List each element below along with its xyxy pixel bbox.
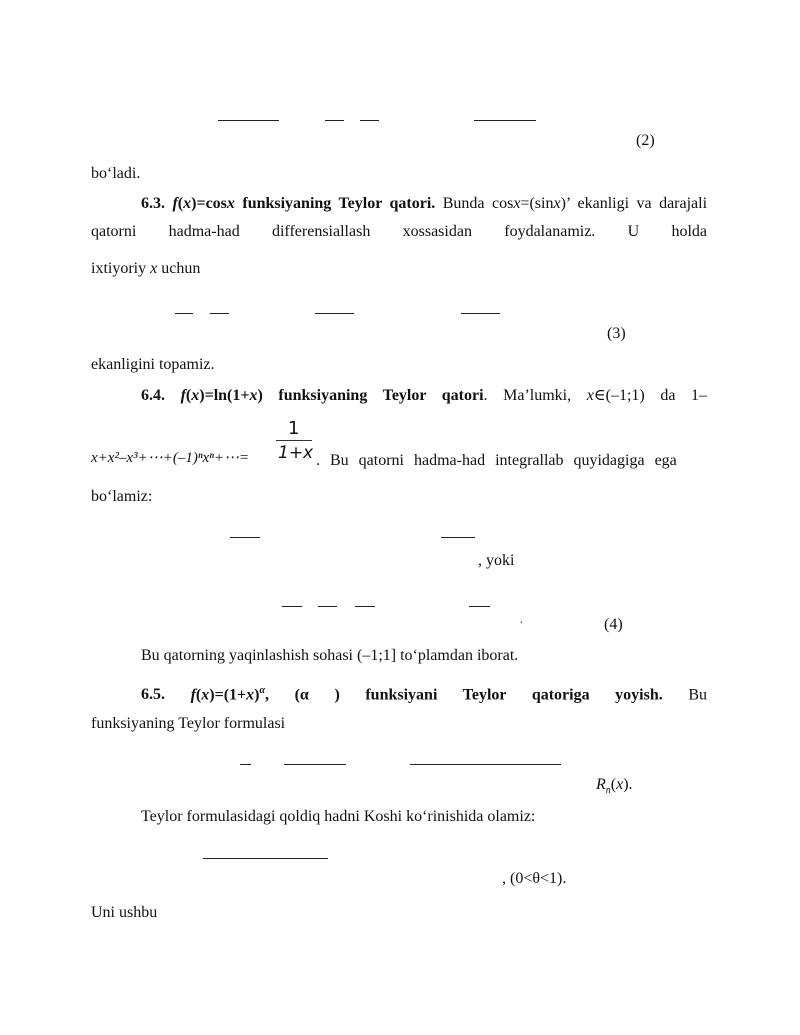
section-6-4-text: ∈(–1;1) da 1– xyxy=(593,387,708,404)
section-6-3-f: f xyxy=(172,195,178,212)
section-6-3-text: Bunda cos xyxy=(435,195,514,212)
section-6-5-f: f xyxy=(190,686,196,704)
formula-4-fraction-bar xyxy=(282,606,302,607)
section-6-3-text-line2: darajali qatorni hadma-had differensiallash xossasidan foydalanamiz. U holda xyxy=(91,195,708,240)
taylor-formula-fraction-bar xyxy=(410,764,561,765)
formula-3-fraction-bar xyxy=(461,313,500,314)
formula-4-fraction-bar xyxy=(469,606,490,607)
section-6-5-text: Bu xyxy=(662,686,708,704)
section-6-4-x: x xyxy=(586,387,594,404)
formula-3-fraction-bar xyxy=(210,313,229,314)
section-6-4-heading-line xyxy=(91,382,707,438)
section-6-3-line3 xyxy=(91,259,200,278)
section-6-4-f: f xyxy=(180,387,186,404)
fraction-numerator: 1 xyxy=(288,418,300,439)
formula-integral-fraction-bar xyxy=(230,537,260,538)
formula-3-fraction-bar xyxy=(175,313,193,314)
koshi-text: Teylor formulasidagi qoldiq hadni Koshi ko‘rinishida olamiz: xyxy=(141,808,536,825)
series-expansion: x+x²–x³+⋯+(–1)ⁿxⁿ+⋯= xyxy=(91,450,250,466)
section-6-4-heading-x: x xyxy=(191,387,200,404)
equation-number-4: (4) xyxy=(604,616,623,633)
formula-2-fraction-bar xyxy=(218,120,279,121)
convergence-text: Bu qatorning yaqinlashish sohasi (–1;1] to‘plamdan iborat. xyxy=(141,647,519,664)
section-6-3-number: 6.3. xyxy=(141,195,173,212)
theta-condition: , (0<θ<1). xyxy=(502,870,567,887)
formula-2-fraction-bar xyxy=(325,120,344,121)
section-6-5-heading-title: , (α ) funksiyani Teylor qatoriga yoyish. xyxy=(265,686,663,704)
formula-2-fraction-bar xyxy=(474,120,536,121)
equation-number-2: (2) xyxy=(636,132,655,149)
section-6-3-heading-x: x xyxy=(183,195,192,212)
section-6-5-number: 6.5. xyxy=(141,686,191,704)
section-6-3-heading-part: )=cos xyxy=(191,195,227,212)
section-6-5-heading-x: x xyxy=(201,686,210,704)
section-6-4-heading-title: ) funksiyaning Teylor qatori xyxy=(257,387,484,404)
formula-4-fraction-bar xyxy=(355,606,375,607)
section-6-4-number: 6.4. xyxy=(141,387,181,404)
section-6-3-heading-x: x xyxy=(226,195,235,212)
formula-integral-fraction-bar xyxy=(441,537,475,538)
taylor-formula-fraction-bar xyxy=(284,764,346,765)
section-6-5-heading-x: x xyxy=(246,686,255,704)
section-6-3-text: uchun xyxy=(157,260,201,277)
formula-4-fraction-bar xyxy=(318,606,337,607)
paragraph-ekanligini: ekanligini topamiz. xyxy=(91,356,215,373)
remainder-r: R xyxy=(596,776,606,793)
formula-3-fraction-bar xyxy=(315,313,354,314)
section-6-5-heading-part: ) xyxy=(254,686,260,704)
section-6-5-alpha-exponent: α xyxy=(259,685,266,696)
remainder-tail: ). xyxy=(623,776,633,793)
section-6-4-heading-part: ( xyxy=(185,387,192,404)
section-6-4-heading-x: x xyxy=(249,387,258,404)
formula-2-fraction-bar xyxy=(360,120,379,121)
remainder-n: n xyxy=(605,785,611,797)
section-6-3-x: x xyxy=(553,195,561,212)
section-6-5-heading-part: )=(1+ xyxy=(209,686,247,704)
remainder-x: x xyxy=(616,776,624,793)
section-6-5-heading-part: ( xyxy=(195,686,202,704)
section-6-3-text: =(sin xyxy=(520,195,554,212)
equation-number-3: (3) xyxy=(607,325,626,342)
section-6-3-x: x xyxy=(513,195,521,212)
paragraph-uni-ushbu: Uni ushbu xyxy=(91,904,158,921)
formula-4-period: . xyxy=(520,612,523,626)
section-6-4-heading-part: )=ln(1+ xyxy=(199,387,250,404)
taylor-formula-fraction-bar xyxy=(240,764,251,765)
section-6-4-text-line2: . Bu qatorni hadma-had integrallab quyidagiga ega xyxy=(316,452,677,469)
section-6-3-text: ixtiyoriy xyxy=(91,260,151,277)
remainder-term: $R_n(x)$. xyxy=(596,776,633,797)
section-6-3-x: x xyxy=(150,260,158,277)
fraction-bar xyxy=(276,440,312,441)
section-6-4-text: . Ma’lumki, xyxy=(483,387,587,404)
section-6-5-line2: funksiyaning Teylor formulasi xyxy=(91,715,286,732)
section-6-3-heading-part: ( xyxy=(177,195,184,212)
cauchy-remainder-fraction-bar xyxy=(203,858,328,859)
fraction-denominator: 1+x xyxy=(278,443,314,463)
text-yoki: , yoki xyxy=(478,552,515,569)
section-6-3-heading-title: funksiyaning Teylor qatori. xyxy=(234,195,436,212)
paragraph-boladi: bo‘ladi. xyxy=(91,165,141,182)
section-6-3-text: )’ ekanligi va xyxy=(560,195,652,212)
section-6-4-line3: bo‘lamiz: xyxy=(91,488,153,505)
